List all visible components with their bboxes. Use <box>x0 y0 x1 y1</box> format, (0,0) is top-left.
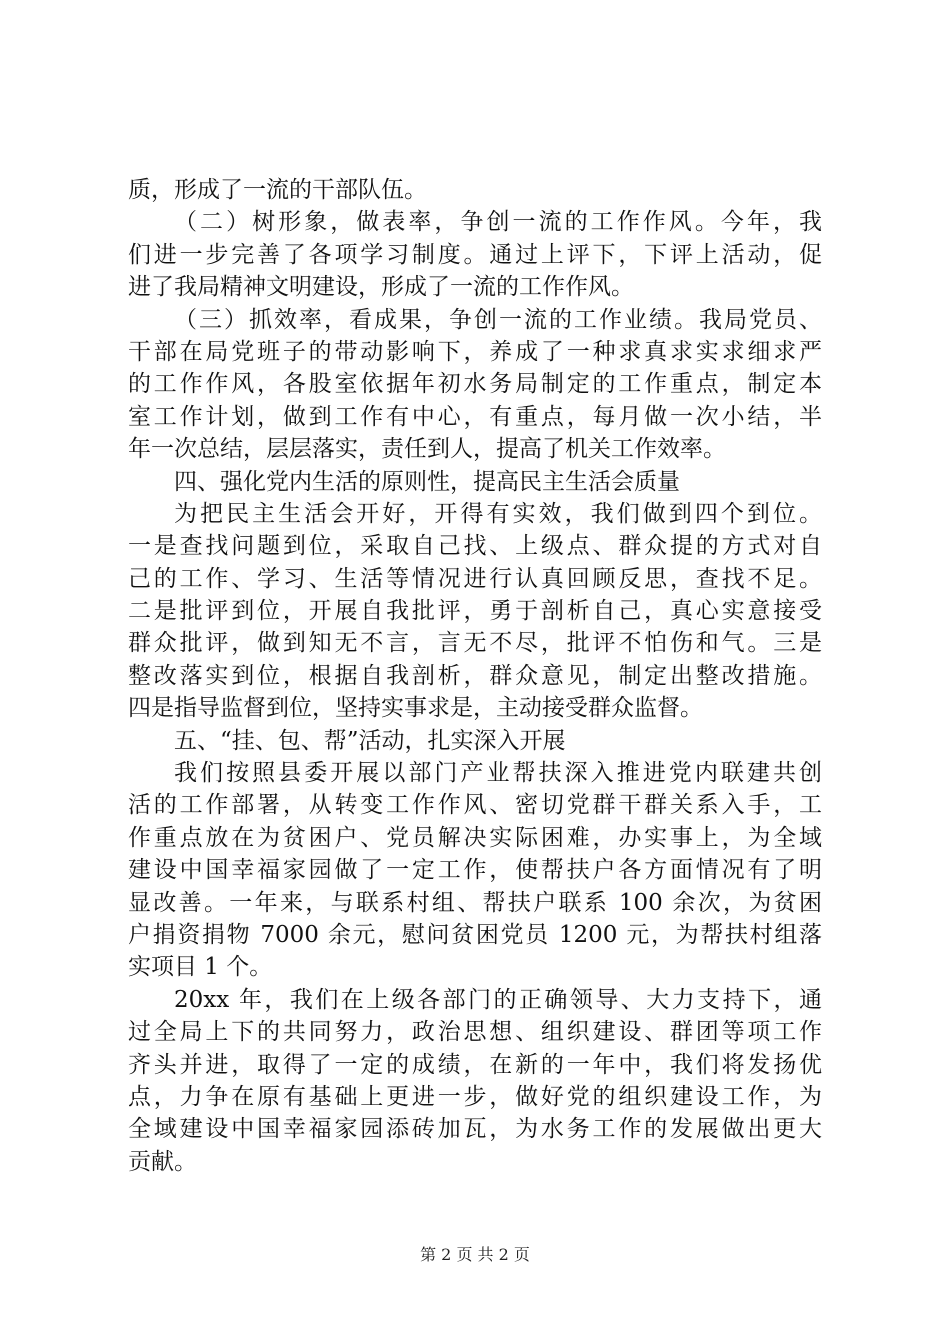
text-line: 的工作作风，各股室依据年初水务局制定的工作重点，制定本 <box>128 371 822 398</box>
text-line: 实项目 1 个。 <box>128 954 273 981</box>
text-line: 室工作计划，做到工作有中心，有重点，每月做一次小结，半 <box>128 403 822 430</box>
text-line: 点，力争在原有基础上更进一步，做好党的组织建设工作，为 <box>128 1083 822 1110</box>
document-body <box>128 174 822 1178</box>
page-footer: 第 2 页 共 2 页 <box>420 1245 530 1264</box>
text-line: 们进一步完善了各项学习制度。通过上评下，下评上活动，促 <box>128 241 822 268</box>
text-line: 二是批评到位，开展自我批评，勇于剖析自己，真心实意接受 <box>128 598 822 625</box>
text-line: 一是查找问题到位，采取自己找、上级点、群众提的方式对自 <box>128 533 822 560</box>
text-line: 五、“挂、包、帮”活动，扎实深入开展 <box>174 727 566 754</box>
text-line: 群众批评，做到知无不言，言无不尽，批评不怕伤和气。三是 <box>128 630 822 657</box>
text-line: 建设中国幸福家园做了一定工作，使帮扶户各方面情况有了明 <box>128 857 822 884</box>
text-line: （三）抓效率，看成果，争创一流的工作业绩。我局党员、 <box>174 306 822 333</box>
text-line: 为把民主生活会开好，开得有实效，我们做到四个到位。 <box>174 500 822 527</box>
text-line: 整改落实到位，根据自我剖析，群众意见，制定出整改措施。 <box>128 662 822 689</box>
text-line: 我们按照县委开展以部门产业帮扶深入推进党内联建共创 <box>174 760 822 787</box>
text-line: （二）树形象，做表率，争创一流的工作作风。今年，我 <box>174 209 822 236</box>
text-line: 全域建设中国幸福家园添砖加瓦，为水务工作的发展做出更大 <box>128 1116 822 1143</box>
text-line: 显改善。一年来，与联系村组、帮扶户联系 100 余次，为贫困 <box>128 889 822 916</box>
text-line: 20xx 年，我们在上级各部门的正确领导、大力支持下，通 <box>174 986 822 1013</box>
text-line: 干部在局党班子的带动影响下，养成了一种求真求实求细求严 <box>128 338 822 365</box>
text-line: 户捐资捐物 7000 余元，慰问贫困党员 1200 元，为帮扶村组落 <box>128 921 822 948</box>
text-line: 己的工作、学习、生活等情况进行认真回顾反思，查找不足。 <box>128 565 822 592</box>
text-line: 四、强化党内生活的原则性，提高民主生活会质量 <box>174 468 680 495</box>
text-line: 活的工作部署，从转变工作作风、密切党群干群关系入手，工 <box>128 792 822 819</box>
text-line: 进了我局精神文明建设，形成了一流的工作作风。 <box>128 274 634 301</box>
text-line: 年一次总结，层层落实，责任到人，提高了机关工作效率。 <box>128 436 726 463</box>
text-line: 贡献。 <box>128 1148 197 1175</box>
text-line: 质，形成了一流的干部队伍。 <box>128 177 427 203</box>
text-line: 过全局上下的共同努力，政治思想、组织建设、群团等项工作 <box>128 1019 822 1046</box>
text-line: 四是指导监督到位，坚持实事求是，主动接受群众监督。 <box>128 695 703 722</box>
text-line: 作重点放在为贫困户、党员解决实际困难，办实事上，为全域 <box>128 824 822 851</box>
text-line: 齐头并进，取得了一定的成绩，在新的一年中，我们将发扬优 <box>128 1051 822 1078</box>
